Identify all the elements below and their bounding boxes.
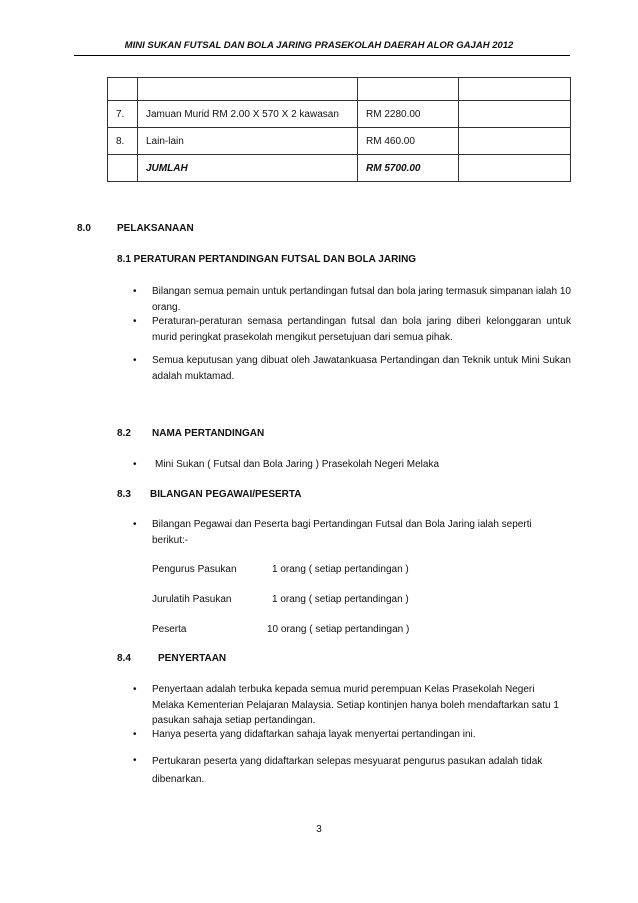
subsection-number: 8.3 <box>117 489 131 500</box>
header-rule <box>74 55 570 56</box>
list-item: Peraturan-peraturan semasa pertandingan futsal dan bola jaring diberi kelonggaran untuk murid peringkat prasekolah mengikut persetujuan dari semua pihak. <box>152 316 571 343</box>
subsection-number: 8.4 <box>117 653 131 664</box>
role-label: Pengurus Pasukan <box>152 564 237 575</box>
subsection-title: PENYERTAAN <box>158 653 227 664</box>
list-item: Penyertaan adalah terbuka kepada semua murid perempuan Kelas Prasekolah Negeri Melaka Kementerian Pelajaran Malaysia. Setiap kontinjen hanya boleh mendaftarkan satu 1 pasukan sahaja setiap pertandingan. <box>152 684 559 726</box>
total-label: JUMLAH <box>138 155 358 182</box>
cell-extra <box>459 128 571 155</box>
bullet-icon: • <box>133 755 137 766</box>
total-amount: RM 5700.00 <box>358 155 459 182</box>
bullet-icon: • <box>133 519 137 530</box>
cell-no <box>108 78 138 101</box>
cell-no <box>108 155 138 182</box>
budget-table <box>107 77 571 182</box>
bullet-icon: • <box>133 729 137 740</box>
list-item: Semua keputusan yang dibuat oleh Jawatankuasa Pertandingan dan Teknik untuk Mini Sukan adalah muktamad. <box>152 355 571 382</box>
section-number: 8.0 <box>77 223 91 234</box>
table-row <box>108 78 571 101</box>
cell-amount: RM 2280.00 <box>358 101 459 128</box>
cell-extra <box>459 78 571 101</box>
table-row <box>108 128 571 155</box>
cell-extra <box>459 101 571 128</box>
role-label: Peserta <box>152 624 187 635</box>
list-item: Bilangan semua pemain untuk pertandingan futsal dan bola jaring termasuk simpanan ialah 10 orang. <box>152 286 571 313</box>
cell-no: 8. <box>108 128 138 155</box>
list-item: Bilangan Pegawai dan Peserta bagi Pertandingan Futsal dan Bola Jaring ialah seperti berikut:- <box>152 519 532 546</box>
subsection-title: 8.1 PERATURAN PERTANDINGAN FUTSAL DAN BOLA JARING <box>117 254 417 265</box>
cell-item: Lain-lain <box>138 128 358 155</box>
section-title: PELAKSANAAN <box>117 223 194 234</box>
bullet-icon: • <box>133 286 137 297</box>
bullet-icon: • <box>133 316 137 327</box>
bullet-icon: • <box>133 459 137 470</box>
page-number: 3 <box>316 824 322 835</box>
cell-amount <box>358 78 459 101</box>
list-item: Mini Sukan ( Futsal dan Bola Jaring ) Prasekolah Negeri Melaka <box>155 459 440 470</box>
role-label: Jurulatih Pasukan <box>152 594 232 605</box>
cell-amount: RM 460.00 <box>358 128 459 155</box>
bullet-icon: • <box>133 355 137 366</box>
bullet-icon: • <box>133 684 137 695</box>
cell-extra <box>459 155 571 182</box>
table-row-total <box>108 155 571 182</box>
role-count: 1 orang ( setiap pertandingan ) <box>272 564 409 575</box>
role-count: 10 orang ( setiap pertandingan ) <box>267 624 410 635</box>
table-row <box>108 101 571 128</box>
cell-item <box>138 78 358 101</box>
list-item: Hanya peserta yang didaftarkan sahaja layak menyertai pertandingan ini. <box>152 729 476 740</box>
page-header: MINI SUKAN FUTSAL DAN BOLA JARING PRASEKOLAH DAERAH ALOR GAJAH 2012 <box>124 40 514 51</box>
subsection-title: NAMA PERTANDINGAN <box>152 428 265 439</box>
role-count: 1 orang ( setiap pertandingan ) <box>272 594 409 605</box>
subsection-title: BILANGAN PEGAWAI/PESERTA <box>150 489 302 500</box>
subsection-number: 8.2 <box>117 428 131 439</box>
cell-item: Jamuan Murid RM 2.00 X 570 X 2 kawasan <box>138 101 358 128</box>
list-item: Pertukaran peserta yang didaftarkan selepas mesyuarat pengurus pasukan adalah tidak dibenarkan. <box>152 756 543 785</box>
cell-no: 7. <box>108 101 138 128</box>
